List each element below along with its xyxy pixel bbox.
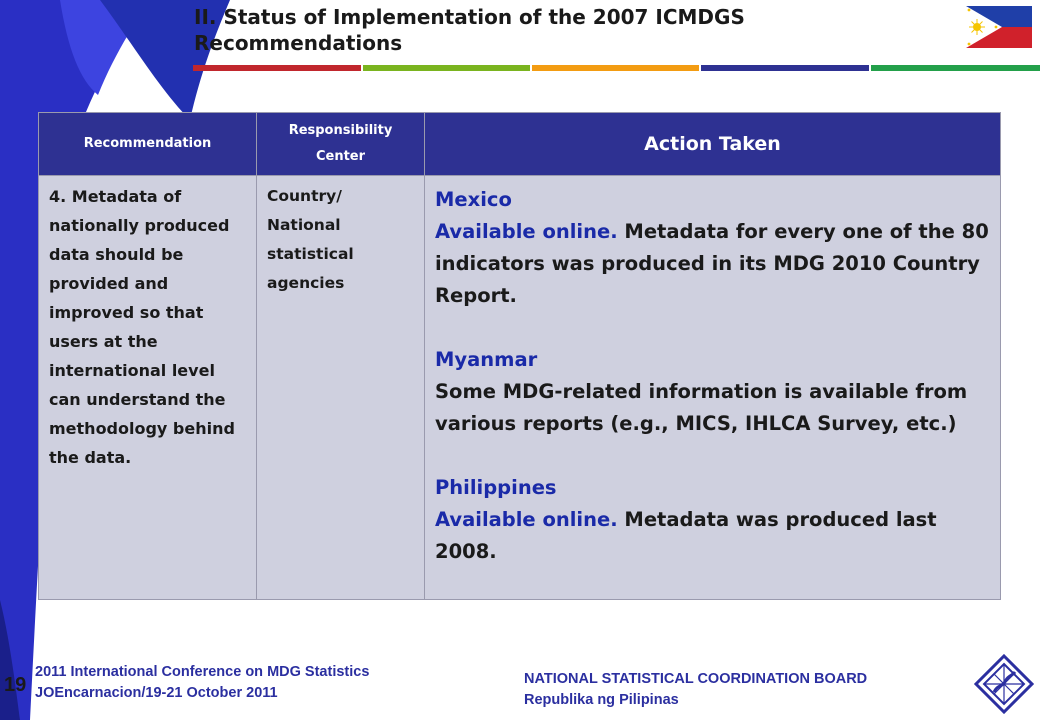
header-action-taken: Action Taken	[425, 113, 1001, 176]
nscb-logo-icon	[974, 654, 1034, 714]
table-row	[39, 176, 1001, 600]
footer-right	[524, 669, 867, 711]
title-stripe-blue	[701, 65, 869, 71]
action-highlight-mexico: Available online.	[435, 220, 618, 243]
action-detail-myanmar: Some MDG-related information is available from various reports (e.g., MICS, IHLCA Survey, etc.)	[435, 380, 968, 435]
header-recommendation: Recommendation	[39, 113, 257, 176]
philippine-flag-icon	[966, 6, 1032, 48]
footer-conference: 2011 International Conference on MDG Statistics	[35, 664, 370, 680]
action-country-mexico: Mexico	[435, 188, 512, 211]
recommendations-table	[38, 112, 1001, 600]
action-country-myanmar: Myanmar	[435, 348, 538, 371]
action-detail-philippines: Metadata was produced last 2008.	[435, 508, 937, 563]
title-stripe-red	[193, 65, 361, 71]
page-number: 19	[4, 674, 27, 696]
action-taken-cell	[425, 176, 1001, 600]
recommendation-cell: 4. Metadata of nationally produced data should be provided and improved so that users at the international level can understand the methodology behind the data.	[39, 176, 257, 600]
title-stripe-darkgreen	[871, 65, 1040, 71]
footer-republic: Republika ng Pilipinas	[524, 692, 679, 708]
slide-title	[194, 4, 954, 56]
title-stripe-green	[363, 65, 530, 71]
action-text-mexico	[435, 220, 989, 307]
responsibility-cell: Country/ National statistical agencies	[257, 176, 425, 600]
header-responsibility-line2: Center	[315, 149, 366, 164]
footer-organization: NATIONAL STATISTICAL COORDINATION BOARD	[524, 671, 868, 687]
header-responsibility-center	[257, 113, 425, 176]
footer-author-date: JOEncarnacion/19-21 October 2011	[35, 685, 278, 701]
slide-title-line2: Recommendations	[194, 31, 403, 55]
action-country-philippines: Philippines	[435, 476, 557, 499]
action-text-philippines	[435, 508, 937, 563]
action-highlight-philippines: Available online.	[435, 508, 618, 531]
title-stripe-orange	[532, 65, 699, 71]
footer-left	[35, 662, 369, 704]
table-header-row	[39, 113, 1001, 176]
slide-title-line1: II. Status of Implementation of the 2007 ICMDGS	[194, 5, 745, 29]
action-detail-mexico: Metadata for every one of the 80 indicators was produced in its MDG 2010 Country Report.	[435, 220, 989, 307]
header-responsibility-line1: Responsibility	[288, 123, 393, 138]
action-text-myanmar	[435, 380, 967, 435]
